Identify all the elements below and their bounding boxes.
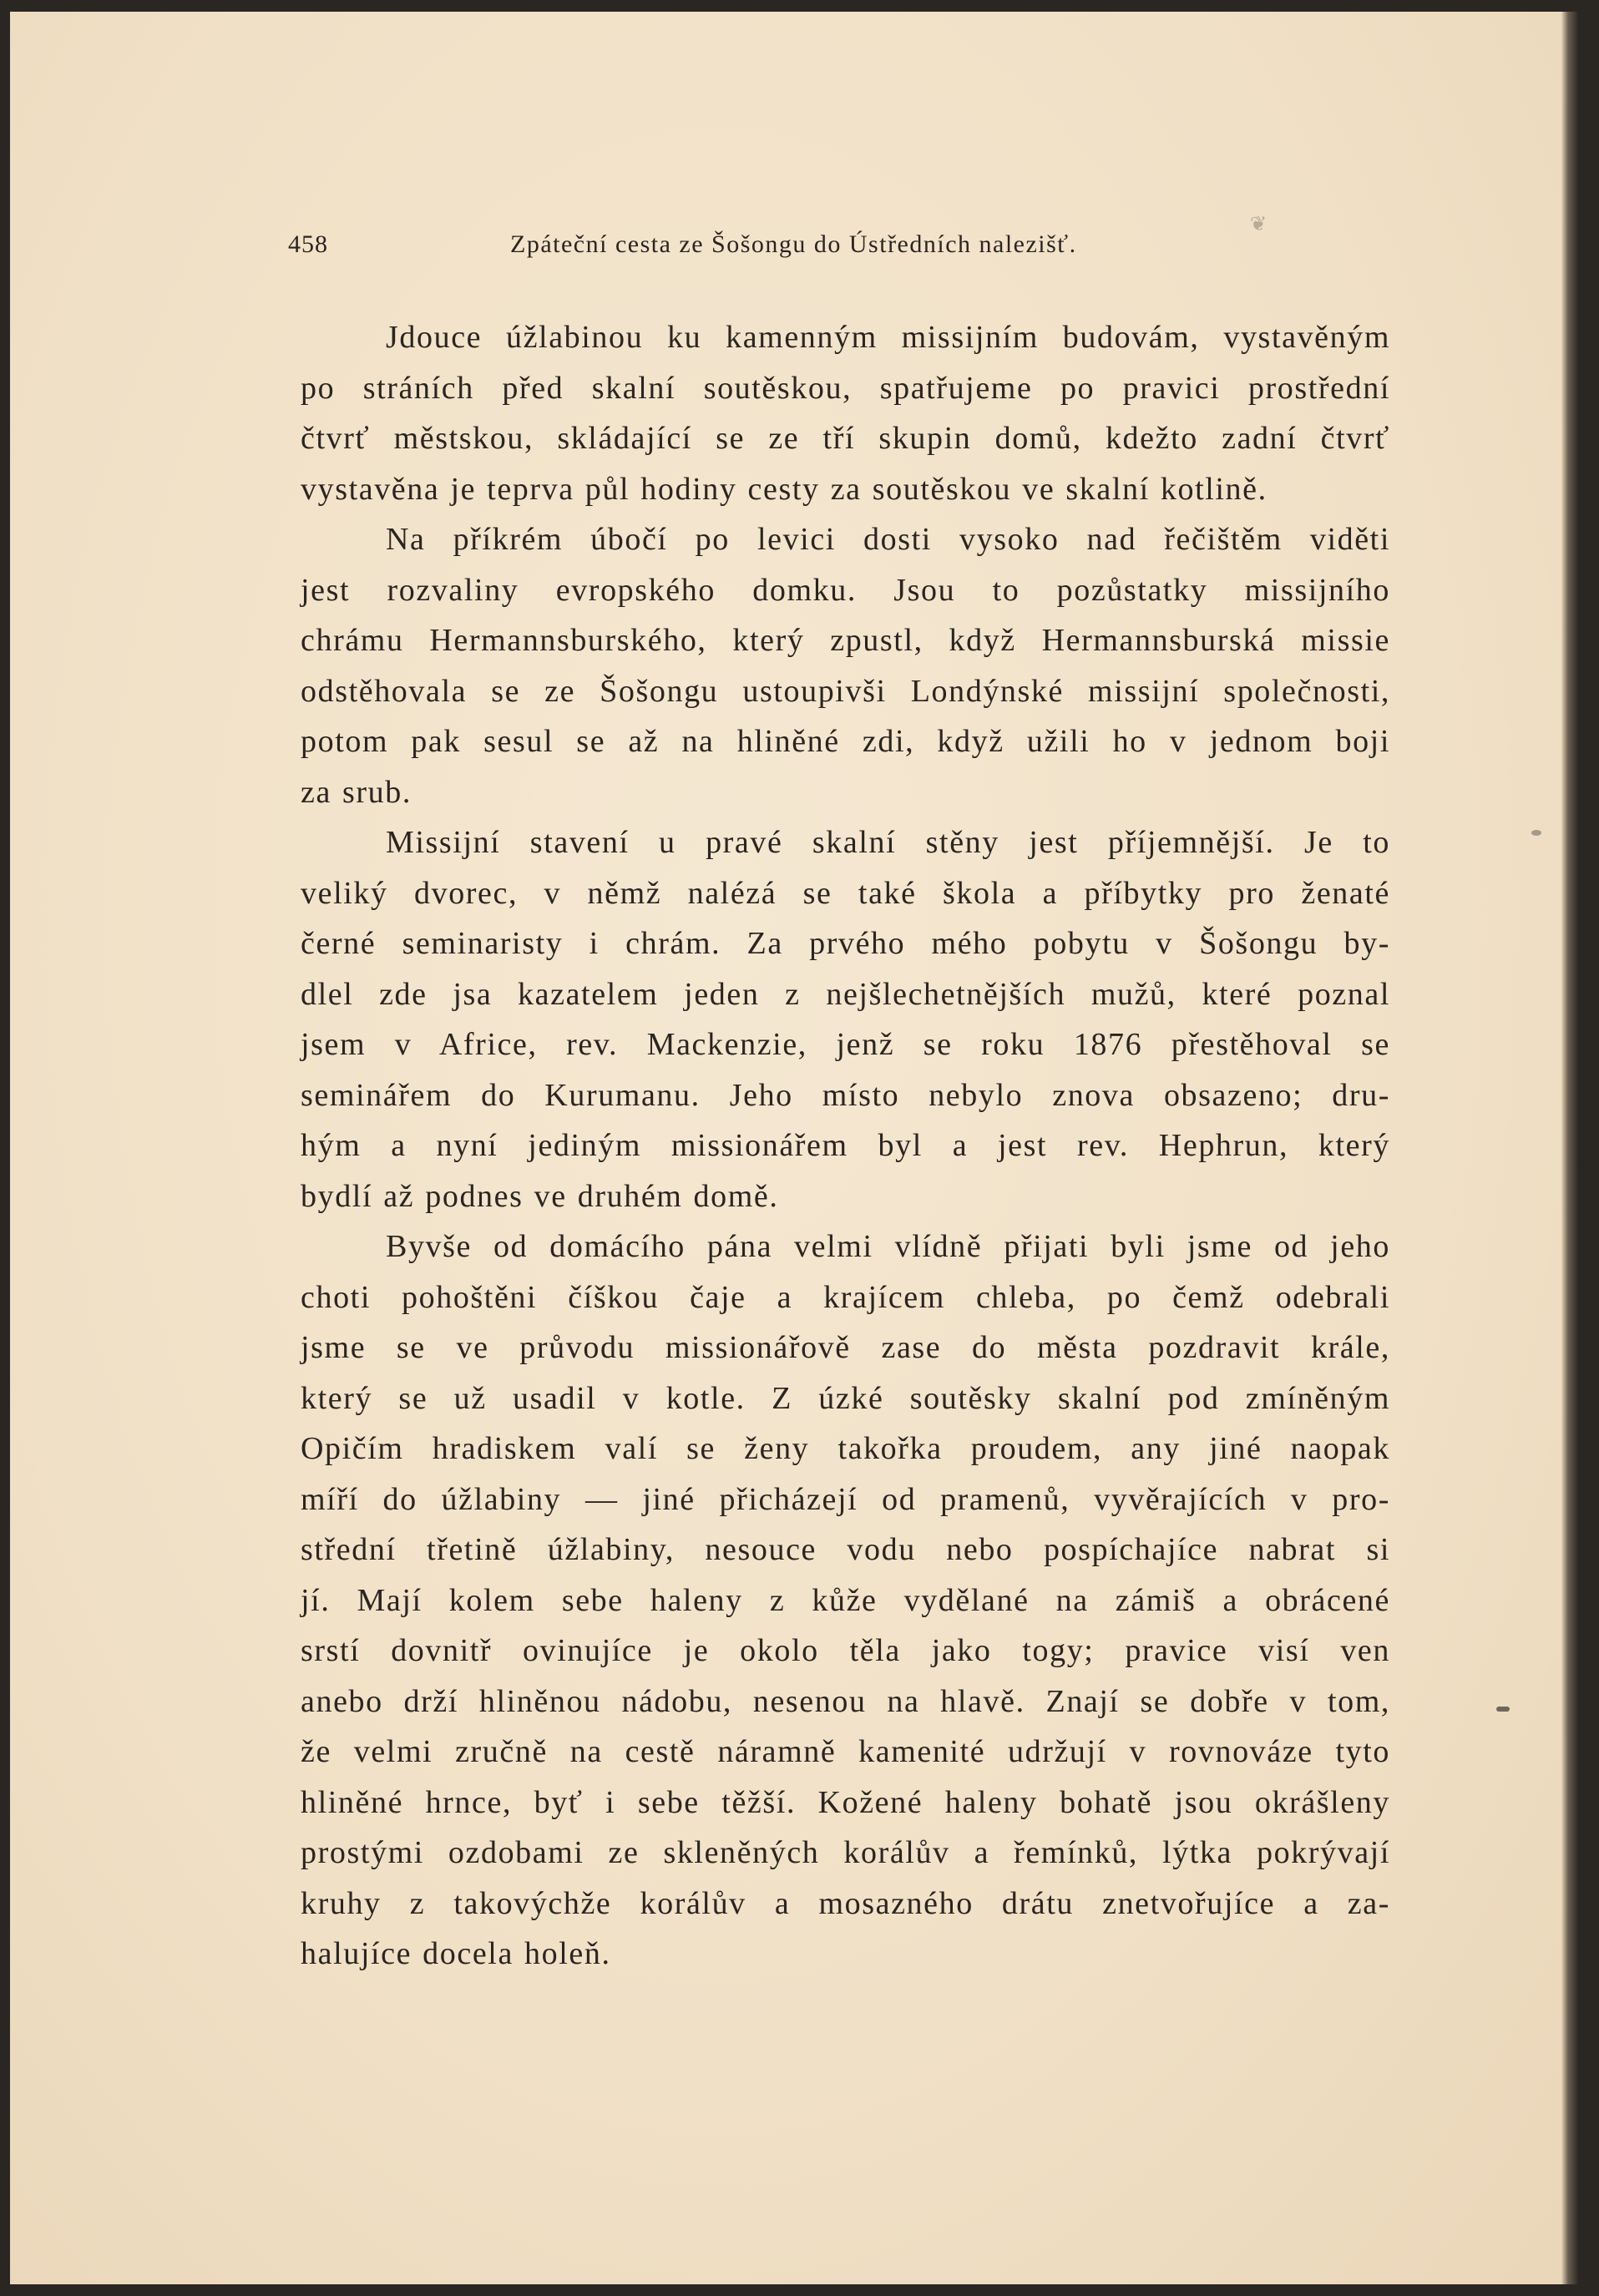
text-line: černé seminaristy i chrám. Za prvého mého pobytu v Šošongu by-: [301, 926, 1390, 961]
text-line: anebo drží hliněnou nádobu, nesenou na hlavě. Znají se dobře v tom,: [301, 1683, 1390, 1719]
paragraph: [301, 312, 1390, 514]
text-line: že velmi zručně na cestě náramně kamenité udržují v rovnováze tyto: [301, 1734, 1390, 1769]
text-line: jsme se ve průvodu missionářově zase do města pozdravit krále,: [301, 1330, 1390, 1365]
ink-blot-icon: ❦: [1250, 212, 1268, 235]
paragraph: [301, 514, 1390, 817]
text-line: kruhy z takovýchže korálův a mosazného drátu znetvořujíce a za-: [301, 1885, 1390, 1921]
text-line: dlel zde jsa kazatelem jeden z nejšlechetnějších mužů, které poznal: [301, 976, 1390, 1012]
text-line: který se už usadil v kotle. Z úzké soutěsky skalní pod zmíněným: [301, 1380, 1390, 1416]
text-line: vystavěna je teprva půl hodiny cesty za soutěskou ve skalní kotlině.: [301, 471, 1268, 507]
text-line: Missijní stavení u pravé skalní stěny jest příjemnější. Je to: [386, 825, 1390, 860]
text-line: čtvrť městskou, skládající se ze tří skupin domů, kdežto zadní čtvrť: [301, 421, 1390, 456]
text-line: odstěhovala se ze Šošongu ustoupivši Londýnské missijní společnosti,: [301, 673, 1390, 709]
text-line: choti pohoštěni číškou čaje a krajícem chleba, po čemž odebrali: [301, 1279, 1390, 1315]
text-line: jí. Mají kolem sebe haleny z kůže vydělané na zámiš a obrácené: [301, 1582, 1390, 1618]
text-line: srstí dovnitř ovinujíce je okolo těla jako togy; pravice visí ven: [301, 1633, 1390, 1668]
text-line: bydlí až podnes ve druhém domě.: [301, 1178, 779, 1214]
text-line: Byvše od domácího pána velmi vlídně přijati byli jsme od jeho: [386, 1229, 1390, 1264]
scanned-page: [10, 12, 1578, 2284]
text-line: Jdouce úžlabinou ku kamenným missijním budovám, vystavěným: [386, 320, 1390, 355]
text-line: míří do úžlabiny — jiné přicházejí od pramenů, vyvěrajících v pro-: [301, 1481, 1390, 1517]
page-header: [288, 230, 1269, 267]
running-title: Zpáteční cesta ze Šošongu do Ústředních nalezišť.: [510, 230, 1077, 258]
body-text: [301, 312, 1390, 1980]
text-line: po stráních před skalní soutěskou, spatřujeme po pravici prostřední: [301, 370, 1390, 406]
text-line: veliký dvorec, v němž nalézá se také škola a příbytky pro ženaté: [301, 875, 1390, 911]
text-line: Na příkrém úbočí po levici dosti vysoko nad řečištěm viděti: [386, 522, 1390, 557]
text-line: chrámu Hermannsburského, který zpustl, když Hermannsburská missie: [301, 623, 1390, 658]
text-line: hliněné hrnce, byť i sebe těžší. Kožené haleny bohatě jsou okrášleny: [301, 1784, 1390, 1820]
paper-speck: [1531, 830, 1541, 836]
text-line: hým a nyní jediným missionářem byl a jest rev. Hephrun, který: [301, 1128, 1390, 1163]
text-line: prostými ozdobami ze skleněných korálův a řemínků, lýtka pokrývají: [301, 1835, 1390, 1870]
page-number: 458: [288, 230, 328, 258]
book-spine-edge: [1561, 12, 1578, 2284]
text-line: za srub.: [301, 774, 412, 810]
text-line: jsem v Africe, rev. Mackenzie, jenž se roku 1876 přestěhoval se: [301, 1027, 1390, 1062]
text-line: střední třetině úžlabiny, nesouce vodu nebo pospíchajíce nabrat si: [301, 1532, 1390, 1567]
text-line: potom pak sesul se až na hliněné zdi, když užili ho v jednom boji: [301, 724, 1390, 759]
text-line: halujíce docela holeň.: [301, 1936, 611, 1971]
paragraph: [301, 817, 1390, 1221]
text-line: jest rozvaliny evropského domku. Jsou to pozůstatky missijního: [301, 572, 1390, 608]
text-line: seminářem do Kurumanu. Jeho místo nebylo znova obsazeno; dru-: [301, 1077, 1390, 1113]
text-line: Opičím hradiskem valí se ženy takořka proudem, any jiné naopak: [301, 1431, 1390, 1466]
paper-speck: [1496, 1707, 1510, 1712]
paragraph: [301, 1221, 1390, 1980]
